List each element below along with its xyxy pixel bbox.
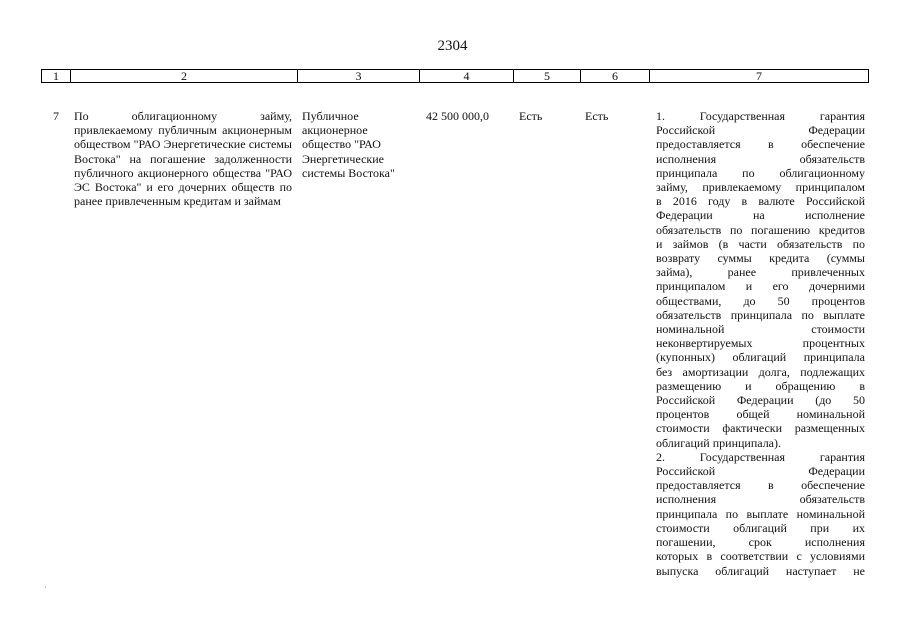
condition-line: Федерации на исполнение <box>656 208 865 223</box>
condition-line: возврату суммы кредита (суммы <box>656 251 865 266</box>
guarantee-conditions <box>656 109 865 578</box>
condition-line: 1. Государственная гарантия <box>656 109 865 123</box>
condition-line: исполнения обязательств <box>656 151 865 166</box>
column-number-header <box>41 69 869 83</box>
condition-line: Российской Федерации <box>656 464 865 479</box>
condition-line: 2. Государственная гарантия <box>656 449 865 464</box>
condition-line: в 2016 году в валюте Российской <box>656 194 865 209</box>
column-header-4: 4 <box>420 70 514 82</box>
condition-line: и займов (в части обязательств по <box>656 236 865 251</box>
column-header-1: 1 <box>42 70 71 82</box>
column-header-7: 7 <box>756 69 762 83</box>
principal-name: Публичное акционерное общество "РАО Энергетические системы Востока" <box>302 109 395 180</box>
condition-line: погашении, срок исполнения <box>656 535 865 550</box>
column-header-3: 3 <box>298 70 420 82</box>
condition-line: без амортизации долга, подлежащих <box>656 364 865 379</box>
condition-line: займу, привлекаемому принципалом <box>656 180 865 195</box>
condition-line: принципала по облигационному <box>656 165 865 180</box>
condition-line: облигаций принципала). <box>656 435 782 450</box>
page-number: 2304 <box>437 38 468 54</box>
condition-line: предоставляется в обеспечение <box>656 478 865 493</box>
condition-line: Российской Федерации <box>656 123 865 138</box>
column-6-value: Есть <box>585 109 609 123</box>
condition-line: принципала по выплате номинальной <box>656 506 865 521</box>
condition-line: займа), ранее привлеченных <box>656 265 865 280</box>
scan-speck: · <box>44 583 47 592</box>
column-header-2: 2 <box>71 70 298 82</box>
condition-line: принципалом и его дочерними <box>656 279 865 294</box>
condition-line: Российской Федерации (до 50 <box>656 393 865 408</box>
condition-line: выпуска облигаций наступает не <box>656 563 865 578</box>
guarantee-amount: 42 500 000,0 <box>426 109 489 123</box>
condition-line: размещению и обращению в <box>656 378 865 393</box>
condition-line: (купонных) облигаций принципала <box>656 350 865 365</box>
column-header-6: 6 <box>581 70 650 82</box>
condition-line: номинальной стоимости <box>656 322 865 337</box>
condition-line: обязательств по погашению кредитов <box>656 222 865 237</box>
condition-line: исполнения обязательств <box>656 492 865 507</box>
condition-line: обществами, до 50 процентов <box>656 293 865 308</box>
condition-line: неконвертируемых процентных <box>656 336 865 351</box>
condition-line: обязательств принципала по выплате <box>656 307 865 322</box>
condition-line: предоставляется в обеспечение <box>656 137 865 152</box>
row-number: 7 <box>53 109 59 123</box>
condition-line: которых в соответствии с условиями <box>656 549 865 564</box>
column-5-value: Есть <box>519 109 543 123</box>
condition-line: стоимости фактически размещенных <box>656 421 865 436</box>
condition-line: процентов общей номинальной <box>656 407 865 422</box>
condition-line: стоимости облигаций при их <box>656 520 865 535</box>
loan-purpose: По облигационному займу, привлекаемому публичным акционерным обществом "РАО Энергетические системы Востока" на погашение задолженности публичного акционерного общества "РАО ЭС Востока" и его дочерних обществ по ранее привлеченным кредитам и займам <box>74 109 292 209</box>
column-header-5: 5 <box>514 70 581 82</box>
